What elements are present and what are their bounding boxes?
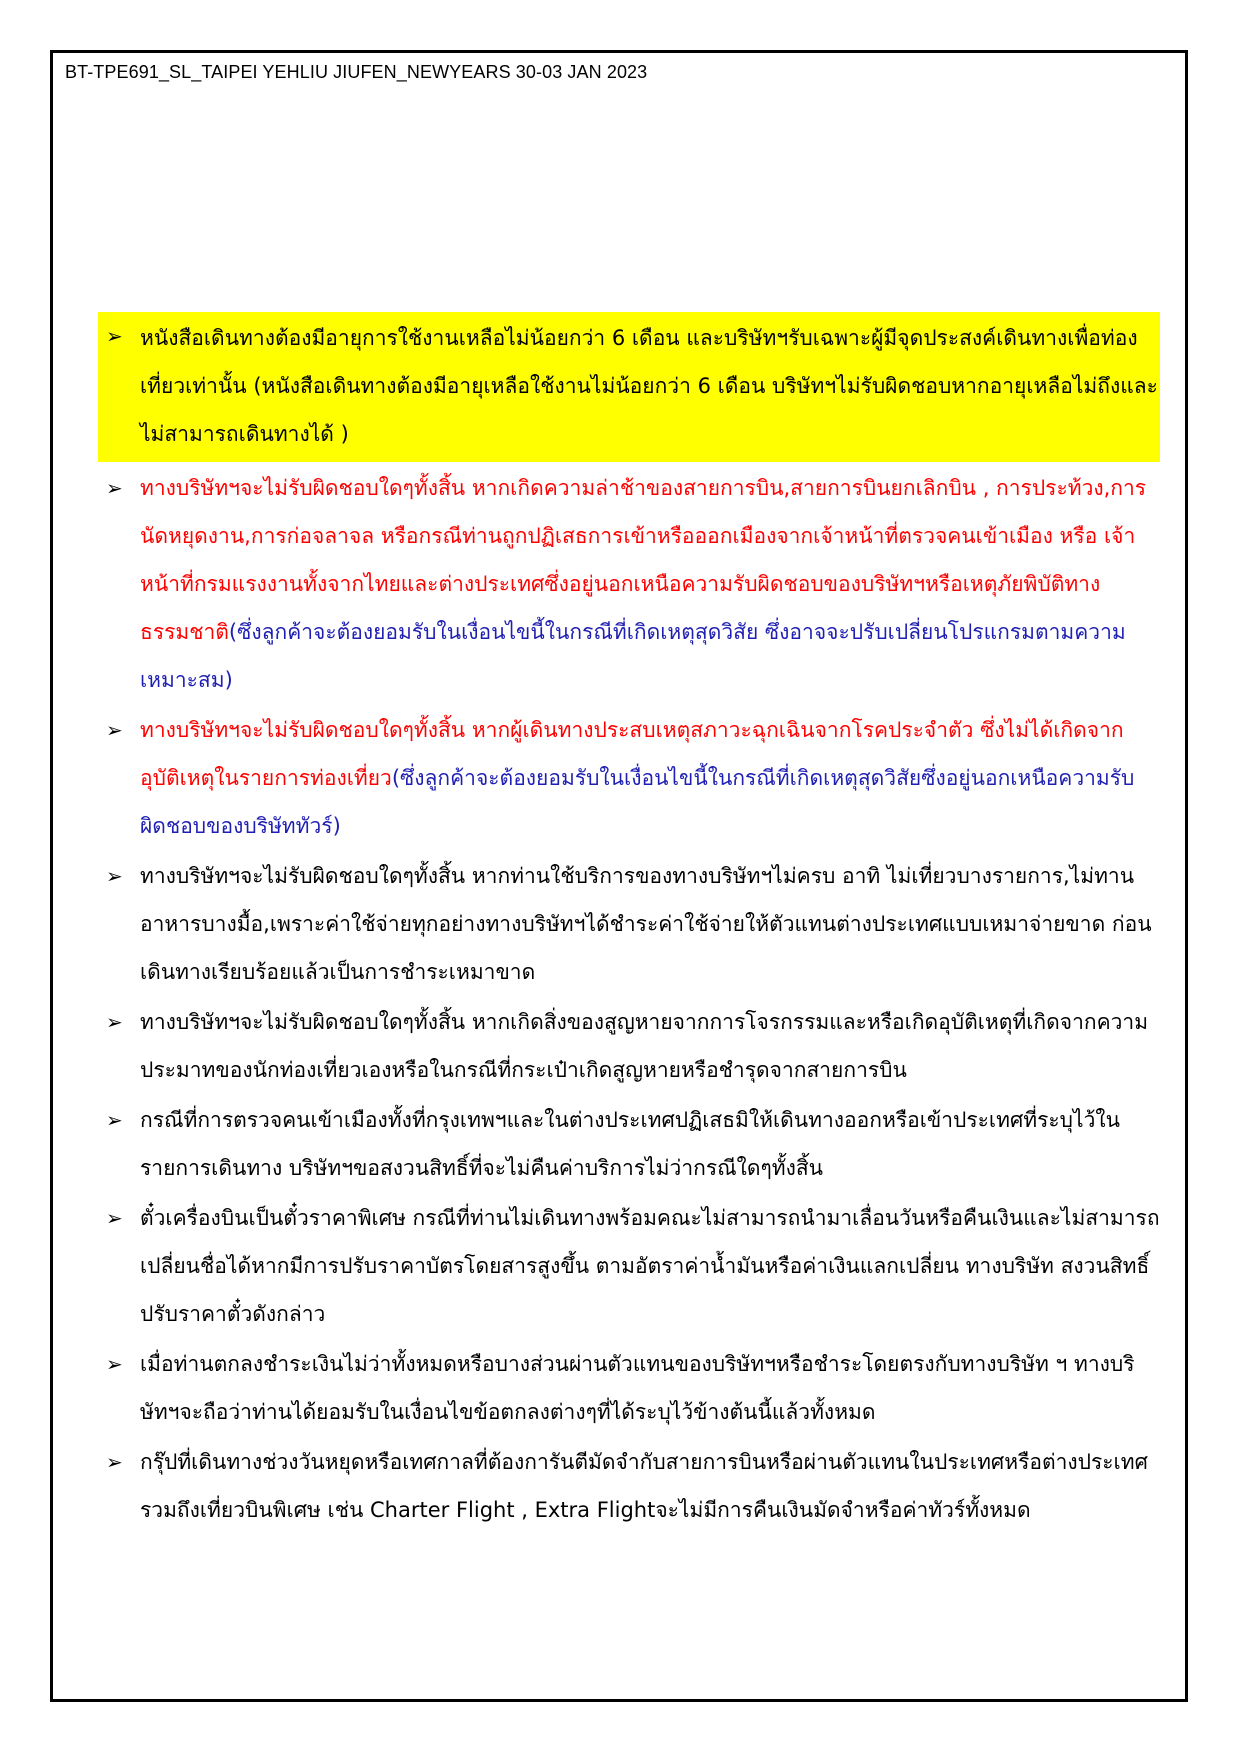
terms-list [98,312,1160,1536]
arrowhead-bullet-icon: ➢ [106,1108,123,1132]
arrowhead-bullet-icon: ➢ [106,476,123,500]
term-passport-validity [98,312,1160,462]
arrowhead-bullet-icon: ➢ [106,324,123,348]
term-text-red: ทางบริษัทฯจะไม่รับผิดชอบใดๆทั้งสิ้น หากผู้เดินทางประสบเหตุสภาวะฉุกเฉินจากโรคประจำตัว ซึ่งไม่ได้เกิดจากอุบัติเหตุในรายการท่องเที่ยว [140,718,1124,790]
arrowhead-bullet-icon: ➢ [106,864,123,888]
term-holiday-deposit [98,1438,1160,1534]
term-text: กรุ๊ปที่เดินทางช่วงวันหยุดหรือเทศกาลที่ต้องการันตีมัดจำกับสายการบินหรือผ่านตัวแทนในประเทศหรือต่างประเทศ รวมถึงเที่ยวบินพิเศษ เช่น Charter Flight , Extra Flightจะไม่มีการคืนเงินมัดจำหรือค่าทัวร์ทั้งหมด [140,1450,1148,1522]
term-text: กรณีที่การตรวจคนเข้าเมืองทั้งที่กรุงเทพฯและในต่างประเทศปฏิเสธมิให้เดินทางออกหรือเข้าประเทศที่ระบุไว้ในรายการเดินทาง บริษัทฯขอสงวนสิทธิ์ที่จะไม่คืนค่าบริการไม่ว่ากรณีใดๆทั้งสิ้น [140,1108,1120,1180]
term-medical-emergency [98,706,1160,850]
term-text-blue: (ซึ่งลูกค้าจะต้องยอมรับในเงื่อนไขนี้ในกรณีที่เกิดเหตุสุดวิสัย ซึ่งอาจจะปรับเปลี่ยนโปรแกรมตามความเหมาะสม) [140,620,1126,692]
term-text: เมื่อท่านตกลงชำระเงินไม่ว่าทั้งหมดหรือบางส่วนผ่านตัวแทนของบริษัทฯหรือชำระโดยตรงกับทางบริษัท ฯ ทางบริษัทฯจะถือว่าท่านได้ยอมรับในเงื่อนไขข้อตกลงต่างๆที่ได้ระบุไว้ข้างต้นนี้แล้วทั้งหมด [140,1352,1135,1424]
arrowhead-bullet-icon: ➢ [106,718,123,742]
arrowhead-bullet-icon: ➢ [106,1206,123,1230]
document-code-header: BT-TPE691_SL_TAIPEI YEHLIU JIUFEN_NEWYEARS 30-03 JAN 2023 [65,62,648,82]
term-text: ทางบริษัทฯจะไม่รับผิดชอบใดๆทั้งสิ้น หากเกิดสิ่งของสูญหายจากการโจรกรรมและหรือเกิดอุบัติเหตุที่เกิดจากความประมาทของนักท่องเที่ยวเองหรือในกรณีที่กระเป๋าเกิดสูญหายหรือชำรุดจากสายการบิน [140,1010,1149,1082]
term-text: หนังสือเดินทางต้องมีอายุการใช้งานเหลือไม่น้อยกว่า 6 เดือน และบริษัทฯรับเฉพาะผู้มีจุดประสงค์เดินทางเพื่อท่องเที่ยวเท่านั้น (หนังสือเดินทางต้องมีอายุเหลือใช้งานไม่น้อยกว่า 6 เดือน บริษัทฯไม่รับผิดชอบหากอายุเหลือไม่ถึงและไม่สามารถเดินทางได้ ) [140,326,1158,446]
term-lost-items [98,998,1160,1094]
term-text-red: ทางบริษัทฯจะไม่รับผิดชอบใดๆทั้งสิ้น หากเกิดความล่าช้าของสายการบิน,สายการบินยกเลิกบิน , การประท้วง,การนัดหยุดงาน,การก่อจลาจล หรือกรณีท่านถูกปฏิเสธการเข้าหรือออกเมืองจากเจ้าหน้าที่ตรวจคนเข้าเมือง หรือ เจ้าหน้าที่กรมแรงงานทั้งจากไทยและต่างประเทศซึ่งอยู่นอกเหนือความรับผิดชอบของบริษัทฯหรือเหตุภัยพิบัติทางธรรมชาติ [140,476,1147,644]
arrowhead-bullet-icon: ➢ [106,1010,123,1034]
term-text: ตั๋วเครื่องบินเป็นตั๋วราคาพิเศษ กรณีที่ท่านไม่เดินทางพร้อมคณะไม่สามารถนำมาเลื่อนวันหรือคืนเงินและไม่สามารถเปลี่ยนชื่อได้หากมีการปรับราคาบัตรโดยสารสูงขึ้น ตามอัตราค่าน้ำมันหรือค่าเงินแลกเปลี่ยน ทางบริษัท สงวนสิทธิ์ปรับราคาตั๋วดังกล่าว [140,1206,1160,1326]
term-text: ทางบริษัทฯจะไม่รับผิดชอบใดๆทั้งสิ้น หากท่านใช้บริการของทางบริษัทฯไม่ครบ อาทิ ไม่เที่ยวบางรายการ,ไม่ทานอาหารบางมื้อ,เพราะค่าใช้จ่ายทุกอย่างทางบริษัทฯได้ชำระค่าใช้จ่ายให้ตัวแทนต่างประเทศแบบเหมาจ่ายขาด ก่อนเดินทางเรียบร้อยแล้วเป็นการชำระเหมาขาด [140,864,1152,984]
term-flight-delay-liability [98,464,1160,704]
term-text-blue: (ซึ่งลูกค้าจะต้องยอมรับในเงื่อนไขนี้ในกรณีที่เกิดเหตุสุดวิสัยซึ่งอยู่นอกเหนือความรับผิดชอบของบริษัททัวร์) [140,766,1135,838]
term-payment-acceptance [98,1340,1160,1436]
arrowhead-bullet-icon: ➢ [106,1450,123,1474]
term-special-fare-ticket [98,1194,1160,1338]
term-unused-services [98,852,1160,996]
term-immigration-refusal [98,1096,1160,1192]
arrowhead-bullet-icon: ➢ [106,1352,123,1376]
